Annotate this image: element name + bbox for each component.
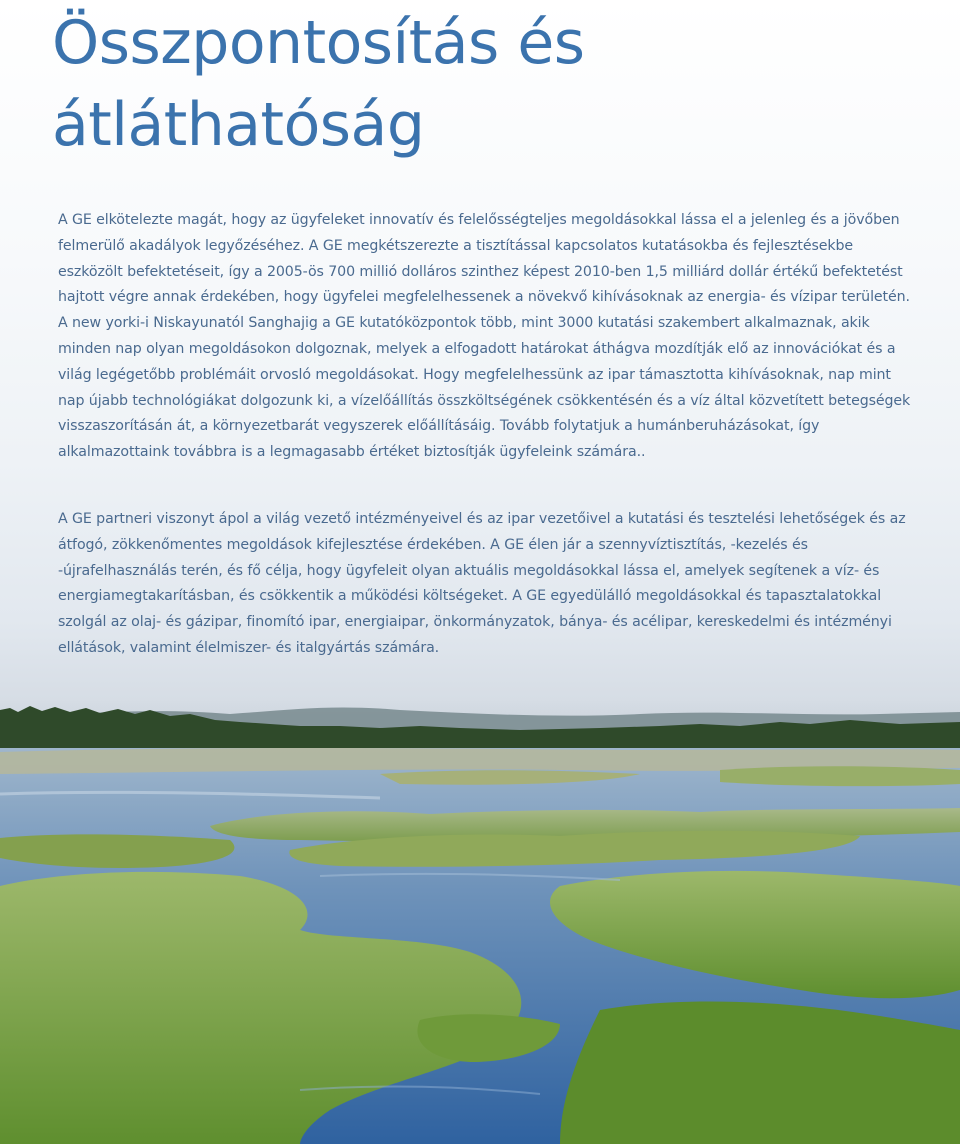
wetland-landscape-photo <box>0 690 960 1144</box>
foreground-marsh-bottom-right <box>560 1001 960 1144</box>
page-title <box>52 2 832 166</box>
wetland-landscape-illustration <box>0 690 960 1144</box>
paragraph-1 <box>58 208 918 466</box>
title-line-1: Összpontosítás és <box>52 8 585 78</box>
marsh-island-left <box>0 834 234 868</box>
paragraph-1-text: A GE elkötelezte magát, hogy az ügyfeleket innovatív és felelősségteljes megoldásokkal lássa el a jelenleg és a jövőben felmerülő akadályok legyőzéséhez. A GE megkétszerezte a tisztítással kapcsolatos kutatásokba és fejlesztésekbe eszközölt befektetéseit, így a 2005-ös 700 millió dolláros szinthez képest 2010-ben 1,5 milliárd dollár értékű befektetést hajtott végre annak érdekében, hogy ügyfelei megfelelhessenek a növekvő kihívásoknak az energia- és vízipar területén. A new yorki-i Niskayunatól Sanghajig a GE kutatóközpontok több, mint 3000 kutatási szakembert alkalmaznak, akik minden nap olyan megoldásokon dolgoznak, melyek a elfogadott határokat áthágva mozdítják elő az innovációkat és a világ legégetőbb problémáit orvosló megoldásokat. Hogy megfelelhessünk az ipar támasztotta kihívásoknak, nap mint nap újabb technológiákat dolgozunk ki, a vízelőállítás összköltségének csökkentésén és a víz által közvetített betegségek visszaszorításán át, a környezetbarát vegyszerek előállításáig. Tovább folytatjuk a humánberuházásokat, így alkalmazottaink továbbra is a legmagasabb értéket biztosítják ügyfeleink számára.. <box>58 212 911 461</box>
paragraph-2-text: A GE partneri viszonyt ápol a világ vezető intézményeivel és az ipar vezetőivel a kutatási és tesztelési lehetőségek és az átfogó, zökkenőmentes megoldások kifejlesztése érdekében. A GE élen jár a szennyvíztisztítás, -kezelés és -újrafelhasználás terén, és fő célja, hogy ügyfeleit olyan aktuális megoldásokkal lássa el, amelyek segítenek a víz- és energiamegtakarításban, és csökkentik a működési költségeket. A GE egyedülálló megoldásokkal és tapasztalatokkal szolgál az olaj- és gázipar, finomító ipar, energiaipar, önkormányzatok, bánya- és acélipar, kereskedelmi és intézményi ellátások, valamint élelmiszer- és italgyártás számára. <box>58 511 906 656</box>
marsh-island-right <box>720 766 960 786</box>
paragraph-2 <box>58 507 918 662</box>
title-line-2: átláthatóság <box>52 90 425 160</box>
